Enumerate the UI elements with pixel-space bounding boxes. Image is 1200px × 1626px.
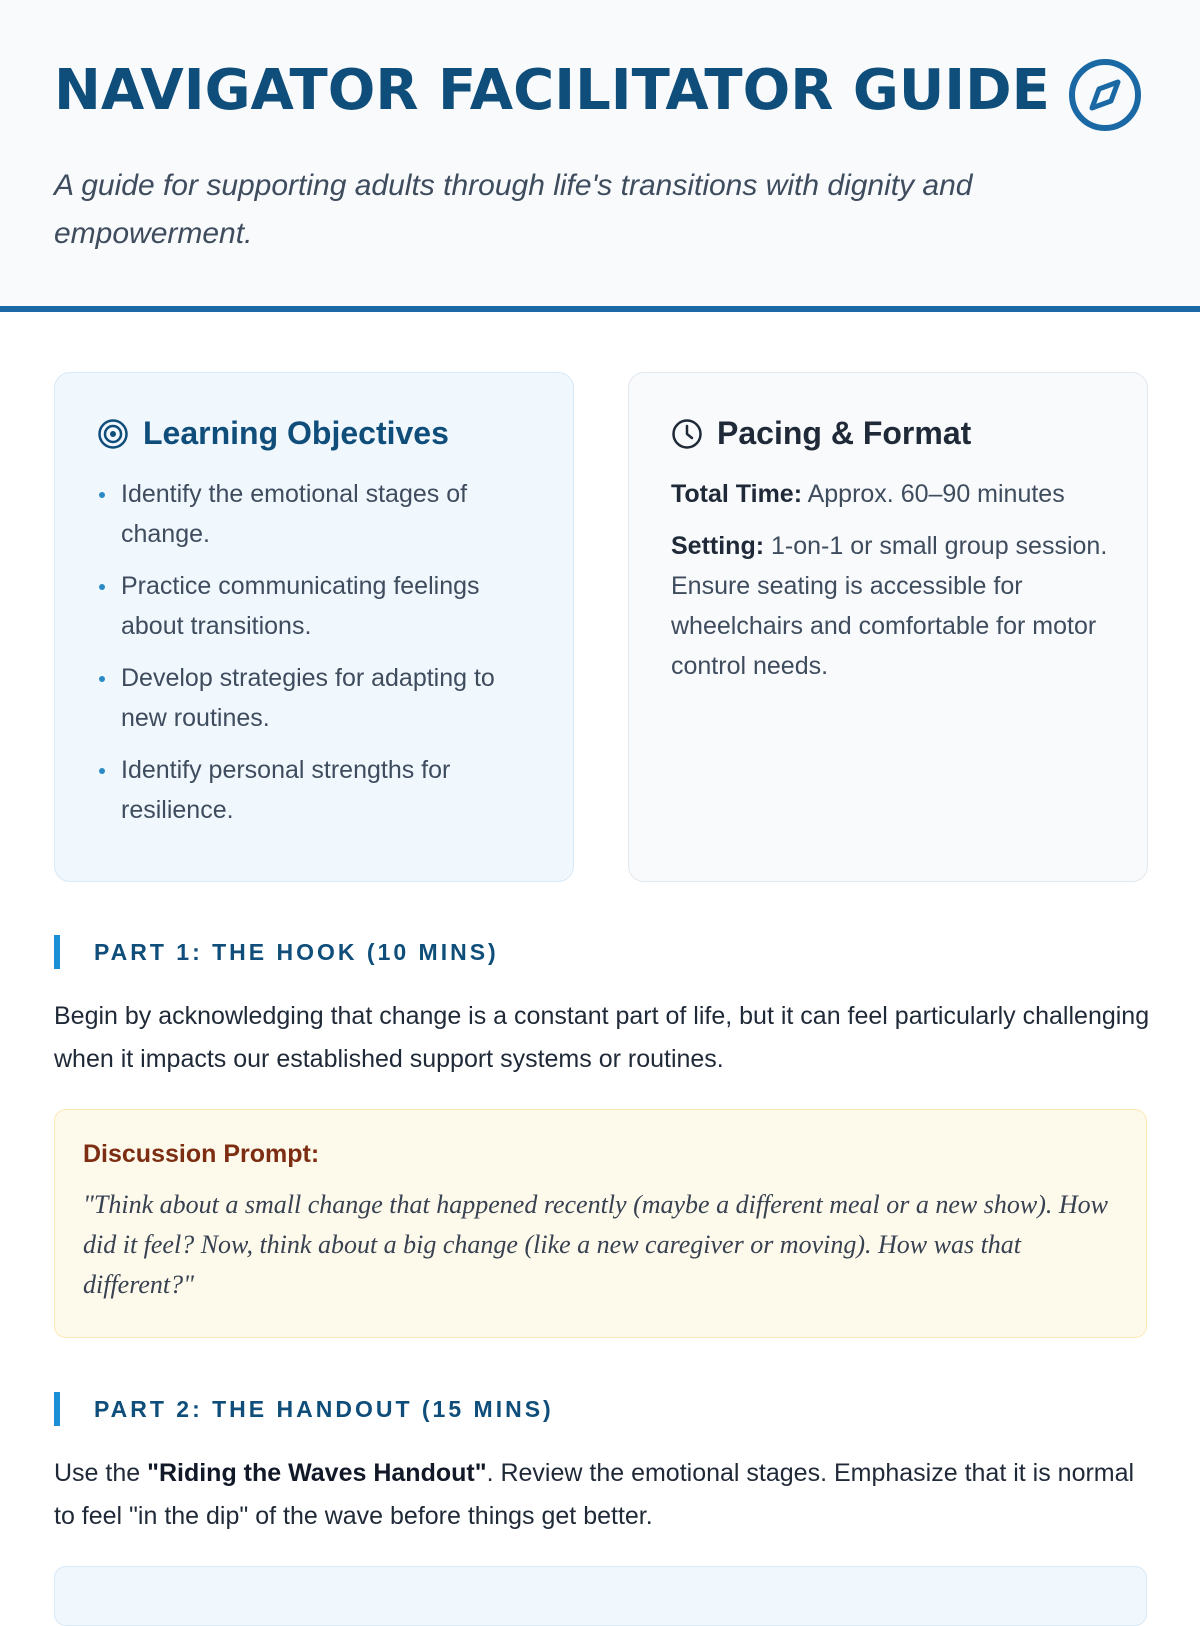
part2-body-start: Use the xyxy=(54,1459,148,1487)
handout-name: "Riding the Waves Handout" xyxy=(147,1459,487,1487)
learning-objectives-title: Learning Objectives xyxy=(143,415,449,451)
list-item: Identify the emotional stages of change. xyxy=(97,474,537,554)
total-time-label: Total Time: xyxy=(671,480,803,508)
pacing-format-header xyxy=(671,415,1107,452)
list-item: Develop strategies for adapting to new routines. xyxy=(97,658,537,738)
pacing-format-card xyxy=(628,372,1148,882)
setting-value: 1-on-1 or small group session. Ensure seating is accessible for wheelchairs and comfortable for motor control needs. xyxy=(671,532,1108,680)
setting-text xyxy=(671,526,1111,686)
compass-icon xyxy=(1066,56,1144,134)
page-title: NAVIGATOR FACILITATOR GUIDE xyxy=(54,58,1050,123)
discussion-prompt-label: Discussion Prompt: xyxy=(83,1140,320,1168)
discussion-prompt-box xyxy=(54,1109,1147,1338)
pacing-format-title: Pacing & Format xyxy=(717,415,972,451)
part1-body: Begin by acknowledging that change is a constant part of life, but it can feel particularly challenging when it impacts our established support systems or routines. xyxy=(54,1002,1150,1073)
total-time-text xyxy=(671,474,1111,514)
objectives-list xyxy=(97,474,533,830)
list-item: Identify personal strengths for resilience. xyxy=(97,750,537,830)
discussion-prompt-text: "Think about a small change that happened recently (maybe a different meal or a new show). How did it feel? Now, think about a big change (like a new caregiver or moving). How was that different?" xyxy=(83,1190,1108,1299)
setting-label: Setting: xyxy=(671,532,765,560)
part1-heading: PART 1: THE HOOK (10 MINS) xyxy=(54,935,499,969)
part2-body-end: . Review the emotional stages. Emphasize that it is normal to feel "in the dip" of the wave before things get better. xyxy=(54,1459,1135,1530)
total-time-value: Approx. 60–90 minutes xyxy=(802,480,1065,508)
clock-icon xyxy=(671,418,703,450)
part2-heading: PART 2: THE HANDOUT (15 MINS) xyxy=(54,1392,554,1426)
page-subtitle: A guide for supporting adults through life's transitions with dignity and empowerment. xyxy=(54,169,973,250)
part2-body xyxy=(54,1452,1154,1538)
learning-objectives-card xyxy=(54,372,574,882)
target-icon xyxy=(97,418,129,450)
page-header xyxy=(0,0,1200,312)
list-item: Practice communicating feelings about transitions. xyxy=(97,566,537,646)
learning-objectives-header xyxy=(97,415,533,452)
next-section-box xyxy=(54,1566,1147,1626)
